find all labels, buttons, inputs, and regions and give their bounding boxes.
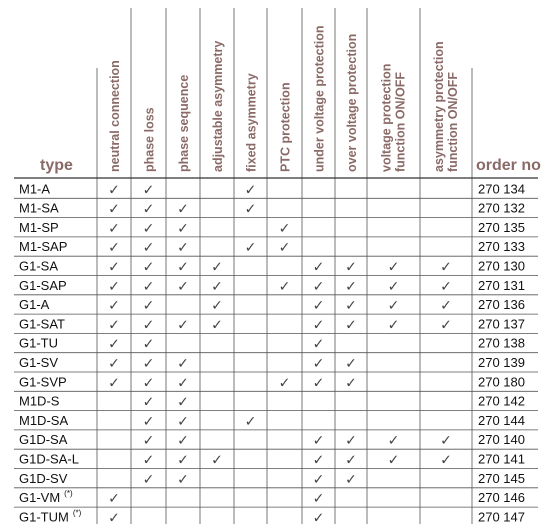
- check-icon: ✓: [312, 317, 325, 334]
- check-icon: ✓: [142, 336, 155, 353]
- row-order-no: 270 141: [478, 451, 525, 467]
- table-row: [19, 181, 525, 198]
- table-row: [19, 316, 525, 333]
- column-header-6: [279, 82, 293, 172]
- check-icon: ✓: [387, 259, 400, 276]
- check-icon: ✓: [244, 240, 257, 257]
- check-icon: ✓: [108, 510, 120, 524]
- check-icon: ✓: [142, 375, 155, 392]
- check-icon: ✓: [440, 452, 452, 469]
- check-icon: ✓: [108, 298, 120, 315]
- check-icon: ✓: [312, 336, 325, 353]
- check-icon: ✓: [387, 298, 400, 315]
- table-row: [19, 452, 525, 469]
- column-header-label: PTC protection: [278, 82, 293, 172]
- check-icon: ✓: [211, 298, 223, 315]
- column-header-label: over voltage protection: [345, 33, 359, 172]
- check-icon: ✓: [108, 278, 120, 295]
- table-row: [19, 278, 525, 295]
- column-header-8: [345, 34, 359, 172]
- check-icon: ✓: [345, 278, 357, 295]
- check-icon: ✓: [278, 220, 291, 237]
- table-row: [19, 413, 525, 430]
- check-icon: ✓: [211, 259, 223, 276]
- column-header-label: voltage protection: [379, 63, 394, 172]
- row-type-note: (*): [72, 508, 82, 518]
- row-order-no: 270 132: [478, 200, 525, 216]
- check-icon: ✓: [345, 471, 357, 488]
- row-type: M1-A: [19, 181, 51, 197]
- row-order-no: 270 144: [478, 412, 525, 428]
- row-type: G1-SA: [19, 258, 59, 274]
- table-row: [19, 239, 525, 256]
- check-icon: ✓: [177, 278, 189, 295]
- table-row: [19, 259, 525, 276]
- check-icon: ✓: [108, 491, 120, 508]
- row-type: M1D-S: [19, 393, 60, 409]
- row-type: G1D-SA-L: [19, 451, 79, 467]
- column-header-2: [143, 107, 157, 172]
- table-row: [19, 336, 525, 353]
- check-icon: ✓: [278, 375, 291, 392]
- row-type: G1-SAP: [19, 277, 67, 293]
- check-icon: ✓: [440, 317, 452, 334]
- table-row: [19, 355, 525, 372]
- check-icon: ✓: [345, 452, 357, 469]
- check-icon: ✓: [345, 317, 357, 334]
- column-header-type: type: [40, 157, 73, 174]
- row-order-no: 270 139: [478, 355, 525, 370]
- table-row: [19, 201, 525, 218]
- row-order-no: 270 135: [478, 219, 525, 235]
- check-icon: ✓: [108, 240, 120, 257]
- check-icon: ✓: [177, 317, 189, 334]
- check-icon: ✓: [142, 317, 155, 334]
- check-icon: ✓: [312, 259, 325, 276]
- row-order-no: 270 131: [478, 277, 525, 293]
- table-row: [19, 471, 525, 488]
- check-icon: ✓: [244, 201, 257, 218]
- row-order-no: 270 142: [478, 393, 525, 409]
- check-icon: ✓: [387, 433, 400, 450]
- check-icon: ✓: [177, 240, 189, 257]
- check-icon: ✓: [278, 240, 291, 257]
- row-type: G1-TU: [19, 335, 58, 351]
- check-icon: ✓: [387, 452, 400, 469]
- check-icon: ✓: [345, 433, 357, 450]
- column-header-label: asymmetry protection: [432, 41, 446, 172]
- check-icon: ✓: [108, 259, 120, 276]
- row-type: G1-VM (*): [19, 489, 73, 506]
- check-icon: ✓: [177, 394, 189, 411]
- check-icon: ✓: [211, 317, 223, 334]
- column-header-9: [380, 64, 408, 172]
- check-icon: ✓: [142, 413, 155, 430]
- check-icon: ✓: [177, 356, 189, 372]
- check-icon: ✓: [108, 182, 120, 199]
- column-header-5: [245, 73, 259, 172]
- check-icon: ✓: [312, 491, 325, 508]
- check-icon: ✓: [312, 298, 325, 315]
- row-type: G1-A: [19, 297, 50, 313]
- check-icon: ✓: [108, 336, 120, 353]
- table-row: [19, 374, 525, 391]
- column-header-label-line2: function ON/OFF: [446, 72, 460, 172]
- column-header-10: [432, 41, 460, 172]
- check-icon: ✓: [312, 375, 325, 392]
- column-header-7: [313, 25, 327, 172]
- column-header-label: neutral connection: [108, 60, 122, 172]
- check-icon: ✓: [177, 433, 189, 450]
- check-icon: ✓: [211, 278, 223, 295]
- table-row: [19, 508, 525, 524]
- row-type: G1D-SV: [19, 470, 68, 486]
- check-icon: ✓: [142, 356, 155, 372]
- row-type: M1-SAP: [19, 239, 68, 255]
- table-row: [19, 489, 525, 507]
- column-header-3: [177, 75, 191, 172]
- check-icon: ✓: [142, 259, 155, 276]
- check-icon: ✓: [108, 201, 120, 218]
- check-icon: ✓: [177, 471, 189, 488]
- row-order-no: 270 147: [478, 509, 525, 524]
- table-row: [19, 432, 525, 449]
- check-icon: ✓: [142, 452, 155, 469]
- check-icon: ✓: [345, 298, 357, 315]
- check-icon: ✓: [312, 278, 325, 295]
- row-order-no: 270 136: [478, 297, 525, 313]
- row-order-no: 270 145: [478, 470, 525, 486]
- check-icon: ✓: [312, 356, 325, 372]
- row-order-no: 270 180: [478, 374, 525, 390]
- row-type: M1D-SA: [19, 412, 69, 428]
- check-icon: ✓: [244, 413, 257, 430]
- check-icon: ✓: [345, 259, 357, 276]
- check-icon: ✓: [142, 201, 155, 218]
- check-icon: ✓: [142, 433, 155, 450]
- row-order-no: 270 137: [478, 316, 525, 332]
- check-icon: ✓: [142, 394, 155, 411]
- column-header-label: phase loss: [142, 107, 157, 172]
- column-header-label-line2: function ON/OFF: [393, 72, 408, 172]
- column-header-4: [211, 41, 225, 172]
- column-header-label: fixed asymmetry: [244, 73, 259, 172]
- row-order-no: 270 146: [478, 490, 525, 506]
- check-icon: ✓: [387, 278, 400, 295]
- row-order-no: 270 134: [478, 181, 525, 197]
- row-type: G1-SVP: [19, 374, 67, 390]
- row-type: G1D-SA: [19, 432, 68, 448]
- row-order-no: 270 138: [478, 335, 525, 351]
- column-header-label: under voltage protection: [312, 25, 327, 172]
- table-row: [19, 220, 525, 237]
- check-icon: ✓: [108, 356, 120, 372]
- table-row: [19, 394, 525, 411]
- row-type: M1-SP: [19, 219, 59, 235]
- check-icon: ✓: [142, 278, 155, 295]
- check-icon: ✓: [312, 471, 325, 488]
- check-icon: ✓: [177, 452, 189, 469]
- check-icon: ✓: [142, 471, 155, 488]
- check-icon: ✓: [312, 510, 325, 524]
- check-icon: ✓: [278, 278, 291, 295]
- check-icon: ✓: [108, 220, 120, 237]
- check-icon: ✓: [142, 182, 155, 199]
- check-icon: ✓: [312, 433, 325, 450]
- check-icon: ✓: [440, 278, 452, 295]
- check-icon: ✓: [142, 298, 155, 315]
- row-type: G1-SV: [19, 355, 59, 370]
- check-icon: ✓: [177, 201, 189, 218]
- check-icon: ✓: [177, 259, 189, 276]
- row-order-no: 270 140: [478, 432, 525, 448]
- check-icon: ✓: [244, 182, 257, 199]
- row-type-note: (*): [64, 489, 73, 499]
- row-type: M1-SA: [19, 200, 59, 216]
- check-icon: ✓: [177, 375, 189, 392]
- column-header-label: phase sequence: [177, 74, 191, 172]
- row-type: G1-TUM (*): [19, 508, 82, 524]
- row-type: G1-SAT: [19, 316, 65, 332]
- table-row: [19, 297, 525, 314]
- check-icon: ✓: [387, 317, 400, 334]
- check-icon: ✓: [440, 259, 452, 276]
- check-icon: ✓: [142, 220, 155, 237]
- check-icon: ✓: [108, 375, 120, 392]
- check-icon: ✓: [345, 356, 357, 372]
- check-icon: ✓: [211, 452, 223, 469]
- check-icon: ✓: [312, 452, 325, 469]
- check-icon: ✓: [177, 220, 189, 237]
- check-icon: ✓: [440, 298, 452, 315]
- column-header-label: adjustable asymmetry: [211, 40, 225, 172]
- check-icon: ✓: [177, 413, 189, 430]
- column-header-1: [108, 60, 122, 172]
- check-icon: ✓: [142, 240, 155, 257]
- check-icon: ✓: [108, 317, 120, 334]
- check-icon: ✓: [440, 433, 452, 450]
- row-order-no: 270 130: [478, 258, 525, 274]
- column-header-order-no: order no: [476, 157, 541, 174]
- row-order-no: 270 133: [478, 239, 525, 255]
- check-icon: ✓: [345, 375, 357, 392]
